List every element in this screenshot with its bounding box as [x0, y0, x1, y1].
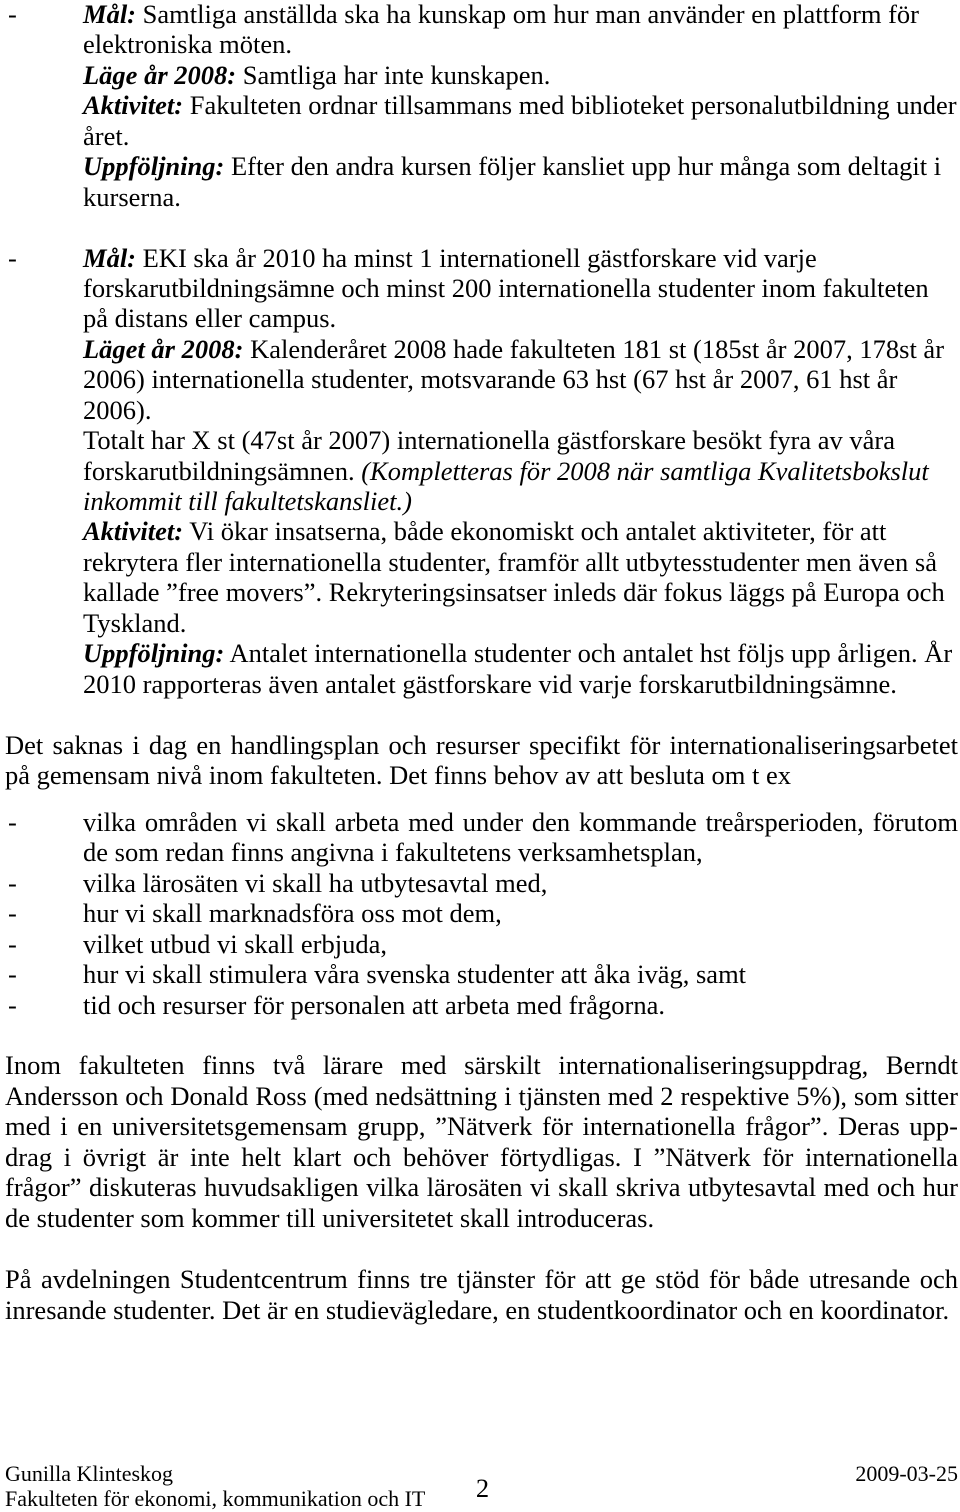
footer-department: Fakulteten för ekonomi, kommunikation och IT: [5, 1485, 426, 1511]
activity-line: rekrytera fler internationella studenter, framför allt utbytesstudenter men även så: [83, 546, 937, 577]
activity-label: Aktivitet:: [83, 90, 184, 121]
list-item: [5, 807, 958, 868]
goal-line: [83, 243, 958, 273]
footer-date: 2009-03-25: [855, 1461, 958, 1486]
list-item: [5, 898, 958, 928]
activity-text: Vi ökar insatserna, både ekonomiskt och antalet aktiviteter, för att: [189, 516, 887, 547]
status-text: Samtliga har inte kunskapen.: [242, 59, 551, 90]
list-item-line: de som redan finns angivna i fakultetens verksamhetsplan,: [83, 837, 703, 868]
total-line: [83, 456, 958, 486]
goal-label: Mål:: [83, 242, 136, 273]
list-item-line: vilka lärosäten vi skall ha utbytesavtal med,: [83, 867, 548, 898]
list-item: [5, 868, 958, 898]
paragraph: [5, 1264, 958, 1325]
total-line: Totalt har X st (47st år 2007) internationella gästforskare besökt fyra av våra: [83, 425, 896, 456]
list-item: [5, 990, 958, 1020]
status-label: Läget år 2008:: [83, 333, 244, 364]
paragraph-line: Inom fakulteten finns två lärare med särskilt internationaliseringsuppdrag, Berndt: [5, 1050, 958, 1081]
followup-label: Uppföljning:: [83, 638, 225, 669]
goal-line: [83, 0, 958, 29]
status-line: [83, 60, 958, 90]
followup-text: Antalet internationella studenter och antalet hst följs upp årligen. År: [229, 638, 953, 669]
paragraph-line: På avdelningen Studentcentrum finns tre tjänster för att ge stöd för både utresande och: [5, 1264, 958, 1295]
list-item-line: hur vi skall marknadsföra oss mot dem,: [83, 898, 502, 929]
footer-author: Gunilla Klinteskog: [5, 1461, 174, 1486]
footer-left: [5, 1462, 425, 1511]
dash-bullet: -: [8, 898, 17, 929]
dash-bullet: -: [8, 806, 17, 837]
followup-line: [83, 638, 958, 668]
supplement-note: inkommit till fakultetskansliet.): [83, 486, 412, 516]
dash-bullet: -: [8, 928, 17, 959]
list-item-line: hur vi skall stimulera våra svenska studenter att åka iväg, samt: [83, 959, 747, 990]
status-line: [83, 334, 958, 364]
status-line: 2006) internationella studenter, motsvarande 63 hst (67 hst år 2007, 61 hst år: [83, 364, 898, 395]
goal-line: forskarutbildningsämne och minst 200 internationella studenter inom fakulteten: [83, 272, 929, 303]
followup-line: [83, 151, 958, 181]
goal-text: Samtliga anställda ska ha kunskap om hur man använder en plattform för: [142, 0, 920, 29]
paragraph-line: frågor” diskuteras huvudsakligen vilka lärosäten vi skall skriva utbytesavtal med och hur: [5, 1172, 958, 1203]
dash-bullet: -: [8, 959, 17, 990]
paragraph-line: drag i övrigt är inte helt klart och behöver förtydligas. I ”Nätverk för internationella: [5, 1141, 958, 1172]
activity-line: Tyskland.: [83, 607, 187, 638]
goal-item: [5, 243, 958, 700]
goal-line: elektroniska möten.: [83, 29, 292, 60]
followup-line: 2010 rapporteras även antalet gästforskare vid varje forskarutbildningsämne.: [83, 668, 897, 699]
dash-bullet: -: [8, 0, 17, 29]
list-item: [5, 929, 958, 959]
activity-text: Fakulteten ordnar tillsammans med biblioteket personalutbildning under: [189, 90, 957, 121]
list-item-line: vilket utbud vi skall erbjuda,: [83, 928, 387, 959]
paragraph-line: inresande studenter. Det är en studievägledare, en studentkoordinator och en koordinator.: [5, 1294, 950, 1325]
list-item: [5, 959, 958, 989]
supplement-note: (Kompletteras för 2008 när samtliga Kvalitetsbokslut: [361, 455, 929, 486]
paragraph-line: med i en universitetsgemensam grupp, ”Nätverk för internationella frågor”. Deras upp-: [5, 1111, 958, 1142]
paragraph-line: Andersson och Donald Ross (med nedsättning i tjänsten med 2 respektive 5%), som sitter: [5, 1080, 958, 1111]
total-text: forskarutbildningsämnen.: [83, 455, 355, 486]
followup-label: Uppföljning:: [83, 151, 225, 182]
paragraph: [5, 730, 958, 791]
goal-line: på distans eller campus.: [83, 303, 337, 334]
status-line: 2006).: [83, 394, 152, 425]
goal-text: EKI ska år 2010 ha minst 1 internationell gästforskare vid varje: [142, 242, 817, 273]
paragraph-line: Det saknas i dag en handlingsplan och resurser specifikt för internationaliseringsarbetet: [5, 729, 958, 760]
status-text: Kalenderåret 2008 hade fakulteten 181 st (185st år 2007, 178st år: [250, 333, 945, 364]
dash-bullet: -: [8, 242, 17, 273]
activity-line: [83, 516, 958, 546]
paragraph: [5, 1050, 958, 1233]
list-item-line: vilka områden vi skall arbeta med under den kommande treårsperioden, förutom: [83, 806, 958, 837]
goal-item: [5, 0, 958, 212]
activity-line: året.: [83, 120, 130, 151]
decision-list: [5, 807, 958, 1020]
goal-label: Mål:: [83, 0, 136, 29]
followup-line: kurserna.: [83, 181, 181, 212]
page-body: [5, 0, 958, 1325]
dash-bullet: -: [8, 989, 17, 1020]
activity-line: [83, 90, 958, 120]
list-item-line: tid och resurser för personalen att arbeta med frågorna.: [83, 989, 666, 1020]
status-label: Läge år 2008:: [83, 59, 237, 90]
activity-line: kallade ”free movers”. Rekryteringsinsatser inleds där fokus läggs på Europa och: [83, 577, 945, 608]
paragraph-line: de studenter som kommer till universitetet skall introduceras.: [5, 1202, 655, 1233]
paragraph-line: på gemensam nivå inom fakulteten. Det finns behov av att besluta om t ex: [5, 759, 791, 790]
dash-bullet: -: [8, 867, 17, 898]
activity-label: Aktivitet:: [83, 516, 184, 547]
page-number: 2: [475, 1473, 490, 1503]
followup-text: Efter den andra kursen följer kansliet upp hur många som deltagit i: [230, 151, 942, 182]
